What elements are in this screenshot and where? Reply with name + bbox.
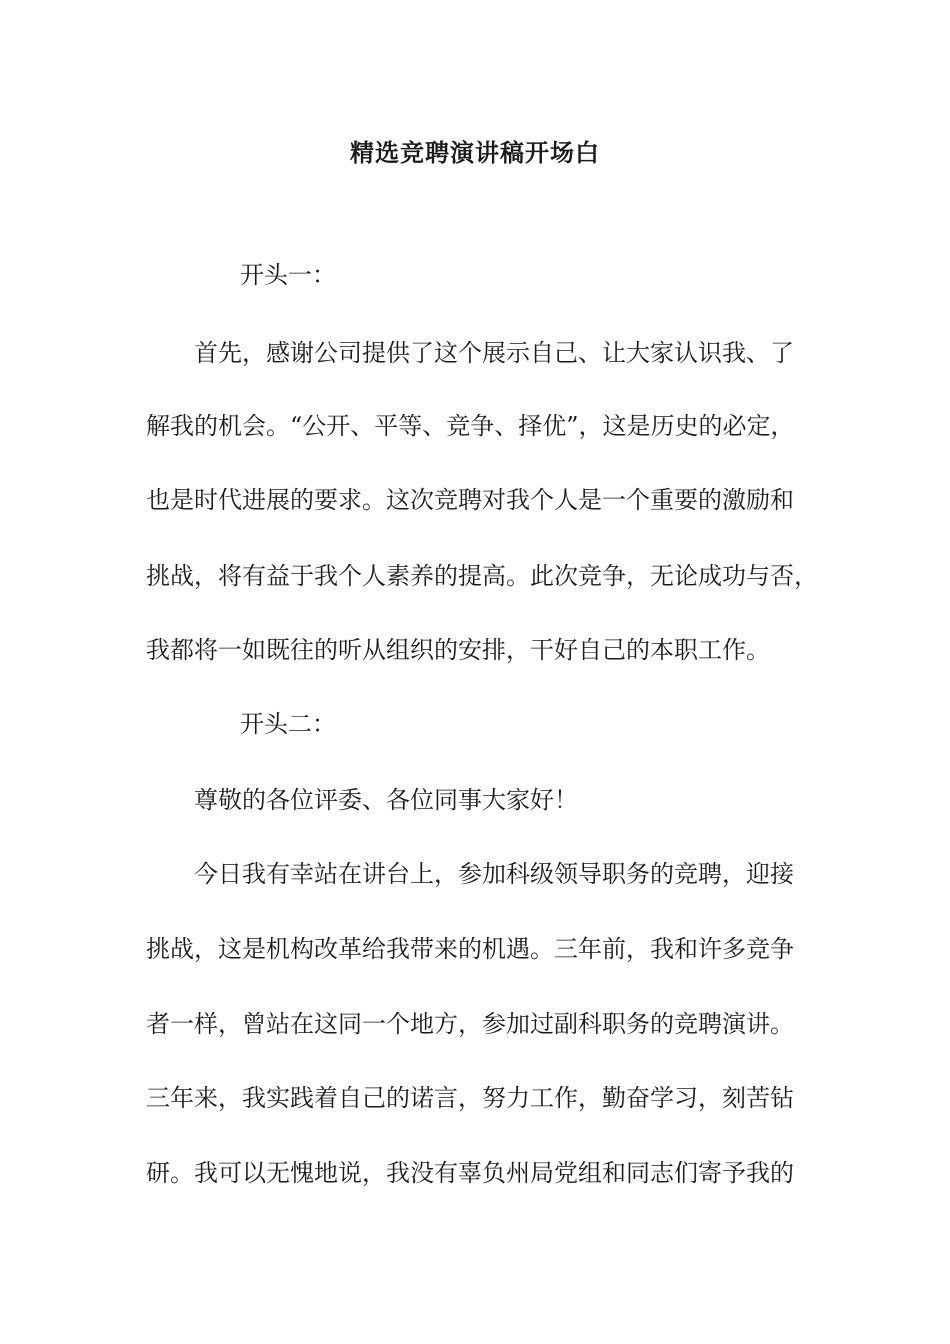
paragraph-line: 解我的机会。“公开、平等、竞争、择优”，这是历史的必定， [146, 412, 795, 440]
paragraph-line: 也是时代进展的要求。这次竞聘对我个人是一个重要的激励和 [146, 486, 794, 514]
paragraph-line: 三年来，我实践着自己的诺言，努力工作，勤奋学习，刻苦钻 [146, 1084, 794, 1112]
paragraph-line: 尊敬的各位评委、各位同事大家好！ [194, 786, 578, 814]
paragraph-line: 我都将一如既往的听从组织的安排，干好自己的本职工作。 [146, 636, 770, 664]
paragraph-line: 研。我可以无愧地说，我没有辜负州局党组和同志们寄予我的 [146, 1159, 794, 1187]
paragraph-line: 者一样，曾站在这同一个地方，参加过副科职务的竞聘演讲。 [146, 1010, 794, 1038]
section-heading-2: 开头二： [240, 710, 336, 738]
paragraph-line: 挑战，这是机构改革给我带来的机遇。三年前，我和许多竞争 [146, 935, 794, 963]
section-heading-1: 开头一： [240, 261, 336, 289]
paragraph-line: 首先，感谢公司提供了这个展示自己、让大家认识我、了 [194, 339, 794, 367]
document-title: 精选竞聘演讲稿开场白 [350, 138, 600, 167]
paragraph-line: 今日我有幸站在讲台上，参加科级领导职务的竞聘，迎接 [194, 860, 794, 888]
paragraph-line: 挑战，将有益于我个人素养的提高。此次竞争，无论成功与否， [146, 562, 818, 590]
